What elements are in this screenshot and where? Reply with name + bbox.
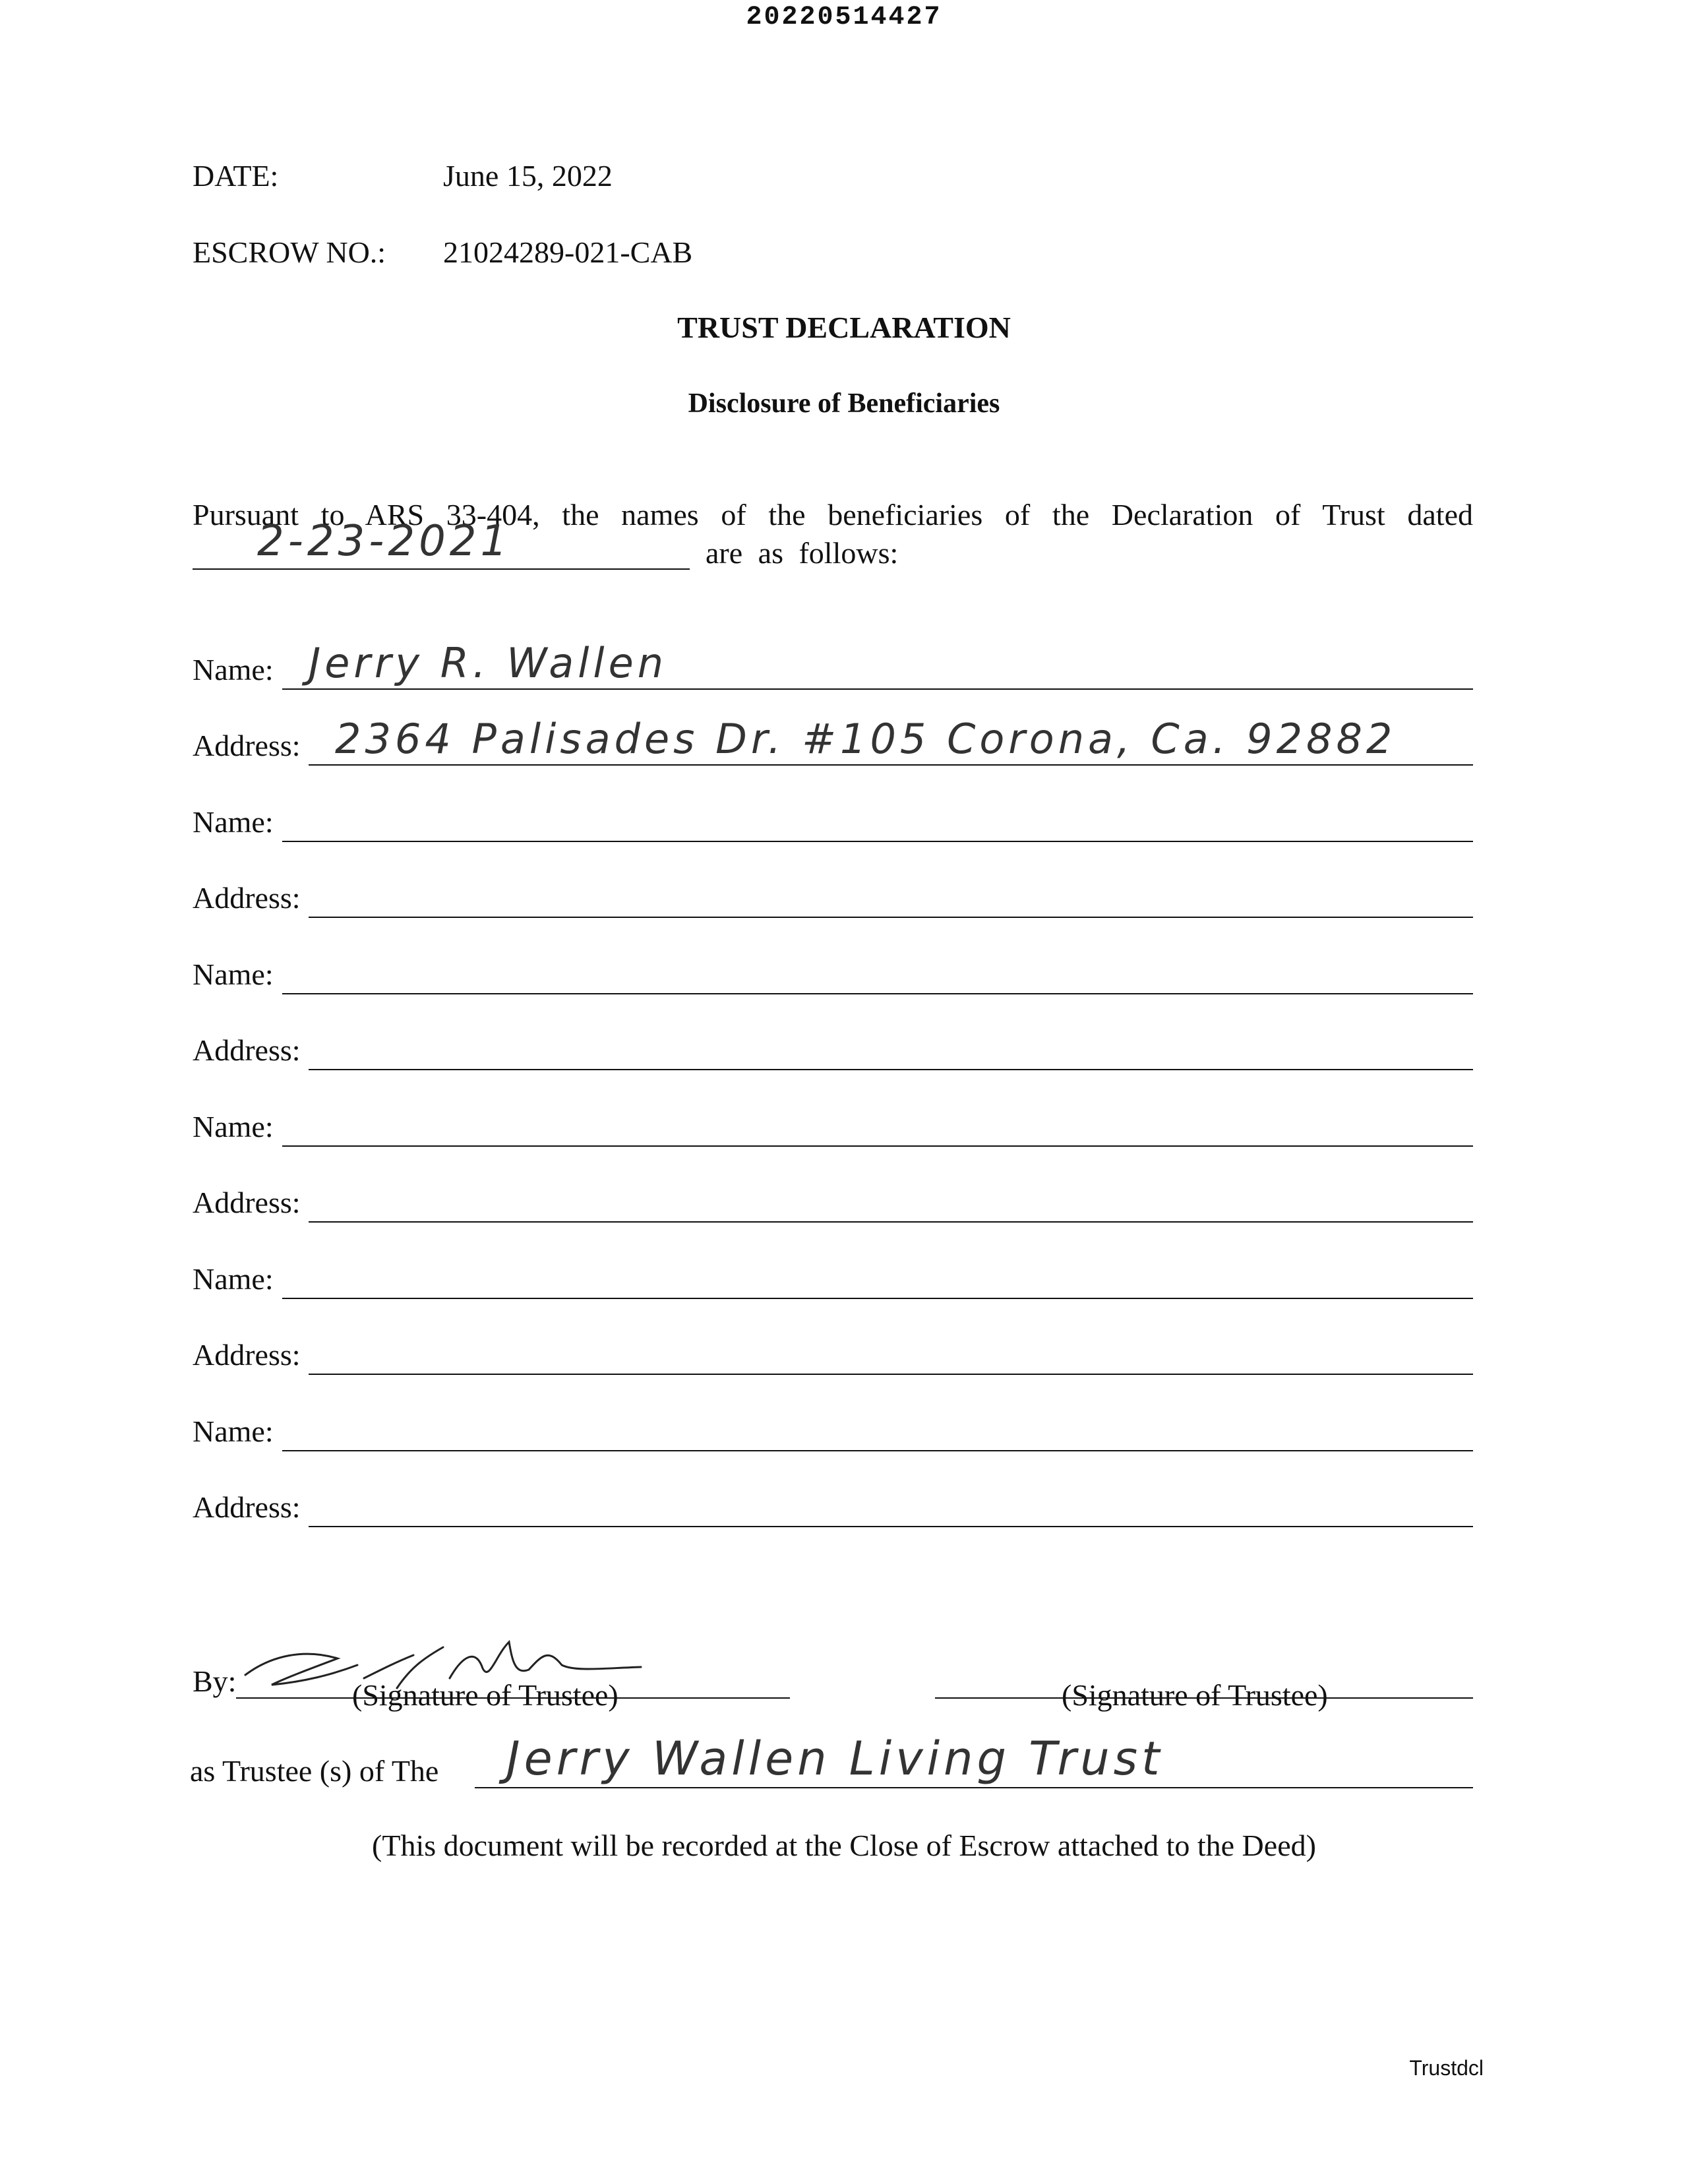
form-code: Trustdcl [1409,2056,1484,2080]
beneficiary-address-row [193,1481,1473,1527]
trust-date-blank [193,568,690,570]
beneficiary-address-line [309,1069,1473,1070]
trust-date-handwritten: 2-23-2021 [257,517,512,566]
beneficiary-name-line [282,1145,1473,1147]
beneficiary-address-line [309,1526,1473,1527]
beneficiary-address-line [309,1374,1473,1375]
beneficiary-name-label: Name: [193,957,274,991]
beneficiary-address-row [193,1176,1473,1223]
beneficiary-name-label: Name: [193,805,274,839]
beneficiary-address-label: Address: [193,1338,301,1372]
beneficiary-name-line [282,688,1473,690]
beneficiary-address-label: Address: [193,1033,301,1067]
beneficiary-name-line [282,841,1473,842]
beneficiary-address-row [193,1329,1473,1375]
beneficiary-name-line [282,1298,1473,1299]
intro-line-2 [193,517,1473,572]
document-title: TRUST DECLARATION [677,311,1011,344]
escrow-value: 21024289-021-CAB [443,235,693,269]
by-label: By: [193,1664,237,1698]
beneficiary-address-label: Address: [193,881,301,915]
beneficiary-address-value: 2364 Palisades Dr. #105 Corona, Ca. 92882 [335,715,1397,763]
date-label: DATE: [193,159,279,193]
signature-caption-1: (Signature of Trustee) [352,1678,618,1712]
trust-name-line [475,1787,1473,1788]
intro-line-1: Pursuant to ARS 33-404, the names of the beneficiaries of the Declaration of Trust dated [193,498,1473,531]
date-value: June 15, 2022 [443,159,613,193]
beneficiary-name-row [193,1405,1473,1451]
beneficiary-address-label: Address: [193,1186,301,1219]
beneficiary-name-value: Jerry R. Wallen [309,639,668,687]
beneficiary-name-row [193,948,1473,994]
beneficiary-address-label: Address: [193,1490,301,1524]
recording-number: 20220514427 [746,3,942,32]
beneficiary-name-line [282,993,1473,994]
trust-name-handwritten: Jerry Wallen Living Trust [506,1732,1164,1786]
beneficiary-name-row [193,1253,1473,1299]
beneficiary-name-line [282,1450,1473,1451]
beneficiary-name-label: Name: [193,1110,274,1143]
beneficiary-address-row [193,872,1473,918]
beneficiary-name-label: Name: [193,1414,274,1448]
intro-paragraph [193,496,1473,572]
trustee-of-label: as Trustee (s) of The [190,1754,439,1788]
signature-caption-2: (Signature of Trustee) [1062,1678,1328,1712]
document-subtitle: Disclosure of Beneficiaries [688,388,1000,419]
beneficiary-name-label: Name: [193,1262,274,1296]
trustee-of-row [190,1732,1473,1795]
beneficiary-address-line [309,917,1473,918]
beneficiary-name-row [193,1101,1473,1147]
beneficiary-name-label: Name: [193,653,274,686]
escrow-label: ESCROW NO.: [193,235,386,269]
beneficiary-address-row [193,715,1473,766]
beneficiary-address-line [309,1221,1473,1223]
beneficiary-address-line [309,764,1473,766]
beneficiary-name-row [193,796,1473,842]
beneficiary-address-row [193,1024,1473,1070]
beneficiary-address-label: Address: [193,729,301,762]
intro-line-2-tail: are as follows: [706,536,899,570]
beneficiary-name-row [193,639,1473,690]
recording-note: (This document will be recorded at the Close of Escrow attached to the Deed) [372,1829,1316,1862]
